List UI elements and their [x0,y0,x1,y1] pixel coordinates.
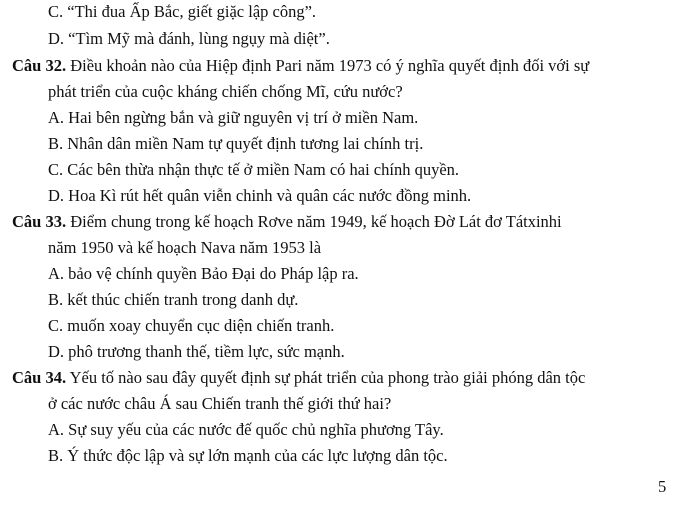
question-33-text-line1: Điểm chung trong kế hoạch Rơve năm 1949, kế hoạch Đờ Lát đơ Tátxinhi [66,212,562,231]
question-34-option-b: B. Ý thức độc lập và sự lớn mạnh của các lực lượng dân tộc. [48,446,448,465]
question-32-text-line2: phát triển của cuộc kháng chiến chống Mĩ, cứu nước? [48,82,403,101]
question-32-text-line1: Điều khoản nào của Hiệp định Pari năm 1973 có ý nghĩa quyết định đối với sự [66,56,590,75]
question-32-line1 [12,55,589,77]
question-33-text-line2: năm 1950 và kế hoạch Nava năm 1953 là [48,238,322,257]
question-33-line1 [12,211,562,233]
question-34-text-line1: Yếu tố nào sau đây quyết định sự phát triển của phong trào giải phóng dân tộc [66,368,586,387]
question-34-line1 [12,367,585,389]
page-number: 5 [658,477,667,496]
question-33-option-b: B. kết thúc chiến tranh trong danh dự. [48,290,299,309]
question-32-option-b: B. Nhân dân miền Nam tự quyết định tương lai chính trị. [48,134,424,153]
prev-option-c: C. “Thi đua Ấp Bắc, giết giặc lập công”. [48,2,317,21]
question-32-option-c: C. Các bên thừa nhận thực tế ở miền Nam có hai chính quyền. [48,160,460,179]
question-32-label: Câu 32. [12,56,67,75]
question-32-option-d: D. Hoa Kì rút hết quân viễn chinh và quân các nước đồng minh. [48,186,472,205]
question-33-option-c: C. muốn xoay chuyển cục diện chiến tranh. [48,316,335,335]
question-34-label: Câu 34. [12,368,67,387]
question-34-text-line2: ở các nước châu Á sau Chiến tranh thế giới thứ hai? [48,394,392,413]
question-33-label: Câu 33. [12,212,67,231]
question-32-option-a: A. Hai bên ngừng bắn và giữ nguyên vị trí ở miền Nam. [48,108,419,127]
question-33-option-a: A. bảo vệ chính quyền Bảo Đại do Pháp lập ra. [48,264,359,283]
question-33-option-d: D. phô trương thanh thế, tiềm lực, sức mạnh. [48,342,345,361]
question-34-option-a: A. Sự suy yếu của các nước đế quốc chủ nghĩa phương Tây. [48,420,444,439]
prev-option-d: D. “Tìm Mỹ mà đánh, lùng ngụy mà diệt”. [48,29,330,48]
